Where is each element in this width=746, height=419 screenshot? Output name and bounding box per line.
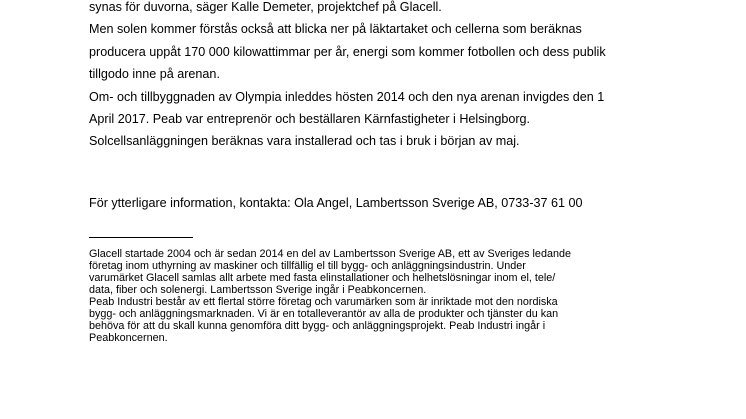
footnote	[89, 248, 689, 344]
contact-line: För ytterligare information, kontakta: Ola Angel, Lambertsson Sverige AB, 0733-37 61 00	[89, 196, 583, 210]
footnote-line: behöva för att du skall kunna genomföra ditt bygg- och anläggningsprojekt. Peab Industri ingår i	[89, 320, 546, 333]
footnote-line: Peabkoncernen.	[89, 332, 168, 345]
body-line: Men solen kommer förstås också att blicka ner på läktartaket och cellerna som beräknas	[89, 22, 582, 37]
footnote-separator	[89, 237, 193, 238]
body-text	[89, 0, 729, 153]
contact-info	[89, 192, 729, 214]
footnote-line: företag inom uthyrning av maskiner och tillfällig el till bygg- och anläggningsindustrin. Under	[89, 260, 526, 273]
body-line: Om- och tillbyggnaden av Olympia inleddes hösten 2014 och den nya arenan invigdes den 1	[89, 89, 605, 104]
body-line: producera uppåt 170 000 kilowattimmar per år, energi som kommer fotbollen och dess publik	[89, 44, 606, 59]
footnote-line: Peab Industri består av ett flertal större företag och varumärken som är inriktade mot den nordiska	[89, 296, 558, 309]
body-line: tillgodo inne på arenan.	[89, 67, 220, 82]
footnote-line: data, fiber och solenergi. Lambertsson Sverige ingår i Peabkoncernen.	[89, 284, 427, 297]
body-line: April 2017. Peab var entreprenör och beställaren Kärnfastigheter i Helsingborg.	[89, 112, 531, 127]
footnote-line: bygg- och anläggningsmarknaden. Vi är en totalleverantör av alla de produkter och tjänster du kan	[89, 308, 559, 321]
body-line: Solcellsanläggningen beräknas vara installerad och tas i bruk i början av maj.	[89, 134, 520, 149]
footnote-line: varumärket Glacell samlas allt arbete med fasta elinstallationer och helhetslösningar inom el, tele/	[89, 272, 556, 285]
footnote-line: Glacell startade 2004 och är sedan 2014 en del av Lambertsson Sverige AB, ett av Sveriges ledande	[89, 248, 571, 260]
body-line: synas för duvorna, säger Kalle Demeter, projektchef på Glacell.	[89, 0, 442, 14]
